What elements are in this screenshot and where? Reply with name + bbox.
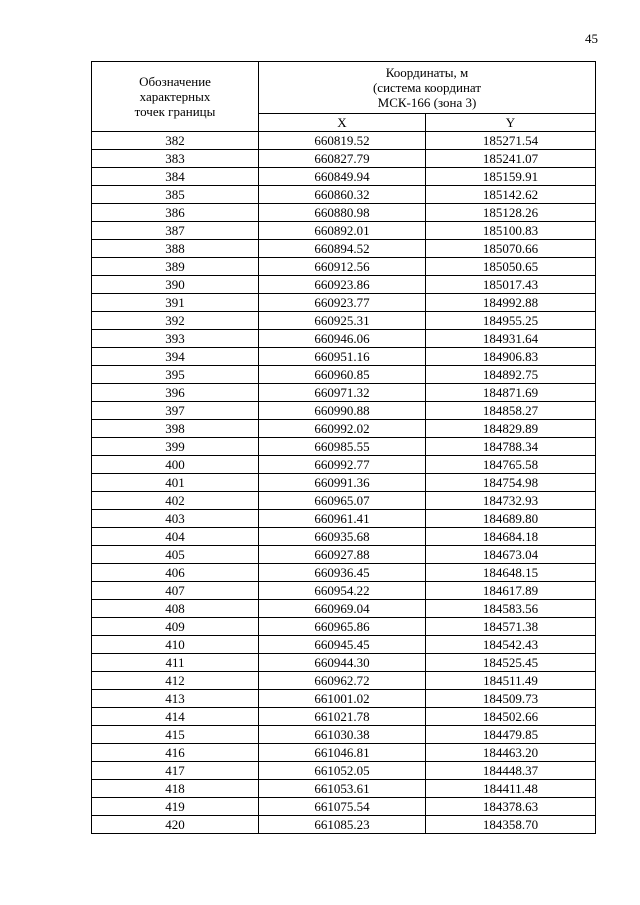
point-id-cell: 388 [92,240,259,258]
table-row [92,150,596,168]
point-id-cell: 386 [92,204,259,222]
point-id-cell: 395 [92,366,259,384]
header-y: Y [426,114,596,132]
table-row [92,744,596,762]
x-cell: 660946.06 [259,330,426,348]
point-id-cell: 420 [92,816,259,834]
y-cell: 185070.66 [426,240,596,258]
x-cell: 660961.41 [259,510,426,528]
x-cell: 660992.02 [259,420,426,438]
x-cell: 660991.36 [259,474,426,492]
x-cell: 661021.78 [259,708,426,726]
x-cell: 661046.81 [259,744,426,762]
table-row [92,168,596,186]
table-row [92,276,596,294]
table-row [92,510,596,528]
x-cell: 660923.77 [259,294,426,312]
point-id-cell: 404 [92,528,259,546]
point-id-cell: 417 [92,762,259,780]
point-id-cell: 397 [92,402,259,420]
x-cell: 660990.88 [259,402,426,420]
table-row [92,222,596,240]
y-cell: 184673.04 [426,546,596,564]
point-id-cell: 409 [92,618,259,636]
y-cell: 184689.80 [426,510,596,528]
y-cell: 184502.66 [426,708,596,726]
y-cell: 185241.07 [426,150,596,168]
y-cell: 184788.34 [426,438,596,456]
point-id-cell: 413 [92,690,259,708]
x-cell: 660985.55 [259,438,426,456]
y-cell: 184525.45 [426,654,596,672]
y-cell: 185100.83 [426,222,596,240]
page-number: 45 [585,31,598,46]
x-cell: 660894.52 [259,240,426,258]
table-row [92,366,596,384]
x-cell: 660965.07 [259,492,426,510]
table-row [92,672,596,690]
header-points-line: характерных [139,89,211,104]
header-coordinates [259,62,596,114]
table-row [92,438,596,456]
point-id-cell: 394 [92,348,259,366]
point-id-cell: 411 [92,654,259,672]
point-id-cell: 389 [92,258,259,276]
x-cell: 660960.85 [259,366,426,384]
y-cell: 184509.73 [426,690,596,708]
point-id-cell: 418 [92,780,259,798]
point-id-cell: 414 [92,708,259,726]
point-id-cell: 408 [92,600,259,618]
x-cell: 660992.77 [259,456,426,474]
header-coords-line: Координаты, м [385,65,469,80]
y-cell: 184906.83 [426,348,596,366]
y-cell: 184511.49 [426,672,596,690]
x-cell: 661075.54 [259,798,426,816]
x-cell: 660944.30 [259,654,426,672]
y-cell: 184684.18 [426,528,596,546]
y-cell: 185159.91 [426,168,596,186]
y-cell: 184754.98 [426,474,596,492]
table-row [92,690,596,708]
y-cell: 185142.62 [426,186,596,204]
x-cell: 660827.79 [259,150,426,168]
point-id-cell: 400 [92,456,259,474]
y-cell: 184411.48 [426,780,596,798]
table-row [92,708,596,726]
table-row [92,240,596,258]
point-id-cell: 403 [92,510,259,528]
y-cell: 184931.64 [426,330,596,348]
table-row [92,348,596,366]
table-row [92,546,596,564]
x-cell: 660892.01 [259,222,426,240]
x-cell: 660962.72 [259,672,426,690]
y-cell: 184648.15 [426,564,596,582]
table-row [92,312,596,330]
x-cell: 660951.16 [259,348,426,366]
header-points-line: Обозначение [139,74,211,89]
x-cell: 660945.45 [259,636,426,654]
y-cell: 184955.25 [426,312,596,330]
y-cell: 184448.37 [426,762,596,780]
table-row [92,204,596,222]
point-id-cell: 410 [92,636,259,654]
y-cell: 184892.75 [426,366,596,384]
table-row [92,258,596,276]
point-id-cell: 383 [92,150,259,168]
table-row [92,330,596,348]
point-id-cell: 399 [92,438,259,456]
y-cell: 184479.85 [426,726,596,744]
table-row [92,384,596,402]
x-cell: 660880.98 [259,204,426,222]
point-id-cell: 390 [92,276,259,294]
point-id-cell: 416 [92,744,259,762]
y-cell: 185271.54 [426,132,596,150]
x-cell: 660927.88 [259,546,426,564]
point-id-cell: 392 [92,312,259,330]
x-cell: 660936.45 [259,564,426,582]
table-row [92,654,596,672]
table-row [92,294,596,312]
y-cell: 184378.63 [426,798,596,816]
table-row [92,420,596,438]
y-cell: 184463.20 [426,744,596,762]
x-cell: 661052.05 [259,762,426,780]
x-cell: 661001.02 [259,690,426,708]
header-points-line: точек границы [134,104,216,119]
point-id-cell: 382 [92,132,259,150]
table-row [92,132,596,150]
y-cell: 184732.93 [426,492,596,510]
y-cell: 184542.43 [426,636,596,654]
table-row [92,492,596,510]
point-id-cell: 406 [92,564,259,582]
point-id-cell: 405 [92,546,259,564]
point-id-cell: 387 [92,222,259,240]
y-cell: 184358.70 [426,816,596,834]
point-id-cell: 401 [92,474,259,492]
table-row [92,402,596,420]
x-cell: 660923.86 [259,276,426,294]
point-id-cell: 415 [92,726,259,744]
point-id-cell: 385 [92,186,259,204]
table-row [92,474,596,492]
x-cell: 660965.86 [259,618,426,636]
x-cell: 660935.68 [259,528,426,546]
table-body [92,132,596,834]
header-points [92,62,259,132]
table-row [92,618,596,636]
table-row [92,582,596,600]
y-cell: 184829.89 [426,420,596,438]
x-cell: 661030.38 [259,726,426,744]
x-cell: 660912.56 [259,258,426,276]
y-cell: 184871.69 [426,384,596,402]
y-cell: 184858.27 [426,402,596,420]
point-id-cell: 419 [92,798,259,816]
point-id-cell: 391 [92,294,259,312]
x-cell: 660849.94 [259,168,426,186]
point-id-cell: 398 [92,420,259,438]
table-row [92,600,596,618]
y-cell: 184571.38 [426,618,596,636]
table-row [92,636,596,654]
header-x: X [259,114,426,132]
coordinates-table [91,61,596,834]
point-id-cell: 393 [92,330,259,348]
table-row [92,780,596,798]
table-row [92,726,596,744]
x-cell: 661053.61 [259,780,426,798]
x-cell: 660860.32 [259,186,426,204]
table-row [92,528,596,546]
point-id-cell: 396 [92,384,259,402]
y-cell: 184617.89 [426,582,596,600]
table-row [92,762,596,780]
point-id-cell: 412 [92,672,259,690]
y-cell: 185050.65 [426,258,596,276]
table-row [92,816,596,834]
table-row [92,564,596,582]
point-id-cell: 407 [92,582,259,600]
x-cell: 660971.32 [259,384,426,402]
y-cell: 184992.88 [426,294,596,312]
table-row [92,186,596,204]
y-cell: 184583.56 [426,600,596,618]
x-cell: 660954.22 [259,582,426,600]
y-cell: 185128.26 [426,204,596,222]
x-cell: 660819.52 [259,132,426,150]
y-cell: 185017.43 [426,276,596,294]
header-coords-line: (система координат [372,80,482,95]
x-cell: 660925.31 [259,312,426,330]
table-row [92,456,596,474]
x-cell: 660969.04 [259,600,426,618]
point-id-cell: 384 [92,168,259,186]
header-coords-line: МСК-166 (зона 3) [377,95,477,110]
point-id-cell: 402 [92,492,259,510]
y-cell: 184765.58 [426,456,596,474]
table-row [92,798,596,816]
x-cell: 661085.23 [259,816,426,834]
